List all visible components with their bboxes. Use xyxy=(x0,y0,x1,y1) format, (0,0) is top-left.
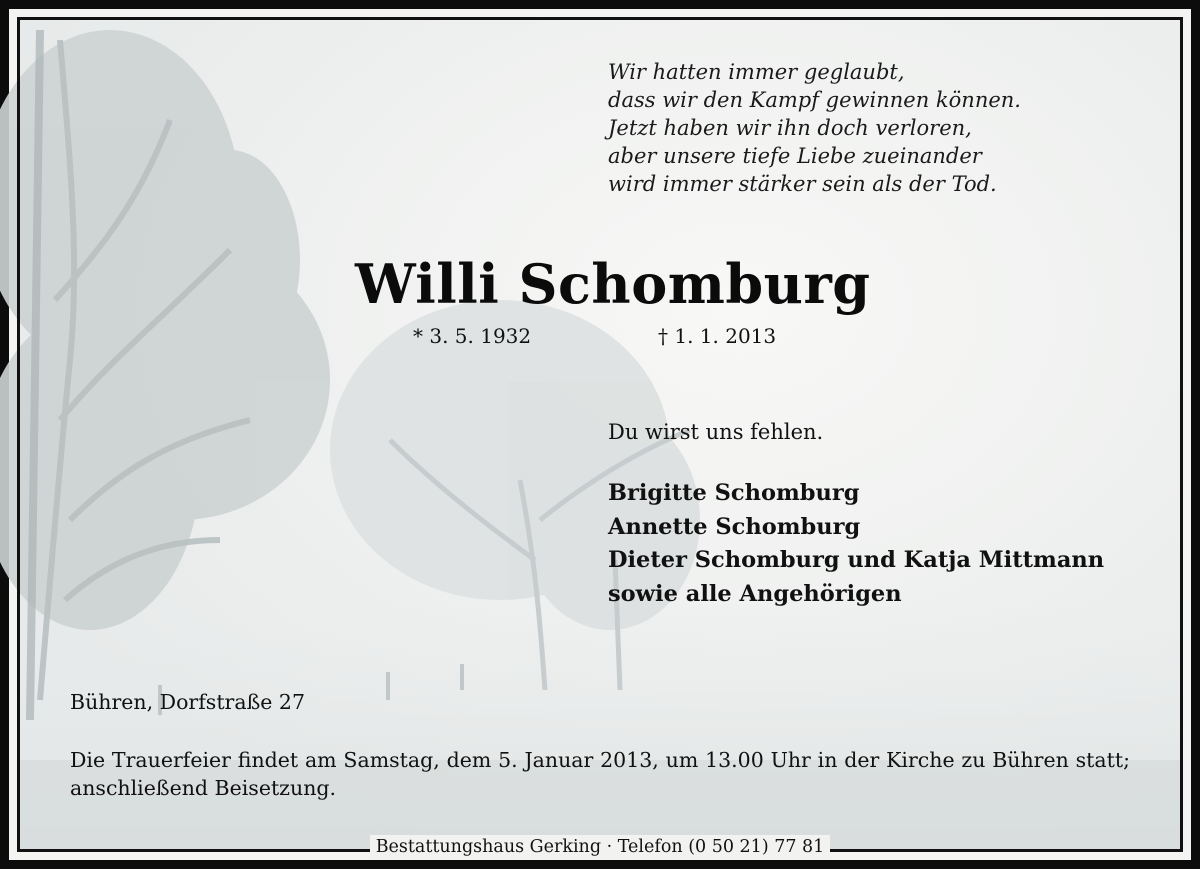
birth-date: * 3. 5. 1932 xyxy=(413,324,532,348)
poem xyxy=(608,58,1168,198)
mourner-name: Brigitte Schomburg xyxy=(608,480,860,506)
mourners-list xyxy=(608,477,1104,611)
funeral-home-contact: Bestattungshaus Gerking · Telefon (0 50 21) 77 81 xyxy=(370,835,831,859)
footer-bar xyxy=(0,835,1200,859)
poem-line: Jetzt haben wir ihn doch verloren, xyxy=(608,116,972,140)
mourner-name: sowie alle Angehörigen xyxy=(608,580,902,607)
poem-line: Wir hatten immer geglaubt, xyxy=(608,60,905,84)
farewell-line: Du wirst uns fehlen. xyxy=(608,420,824,444)
funeral-notice: Die Trauerfeier findet am Samstag, dem 5. Januar 2013, um 13.00 Uhr in der Kirche zu Bühren statt; anschließend Beisetzung. xyxy=(70,748,1130,800)
deceased-name: Willi Schomburg xyxy=(355,252,871,316)
mourner-name: Annette Schomburg xyxy=(608,513,861,540)
poem-line: dass wir den Kampf gewinnen können. xyxy=(608,88,1021,112)
poem-line: aber unsere tiefe Liebe zueinander xyxy=(608,144,982,168)
mourner-name: Dieter Schomburg und Katja Mittmann xyxy=(608,547,1105,573)
address: Bühren, Dorfstraße 27 xyxy=(70,690,306,714)
poem-line: wird immer stärker sein als der Tod. xyxy=(608,172,997,196)
death-date: † 1. 1. 2013 xyxy=(658,324,777,348)
